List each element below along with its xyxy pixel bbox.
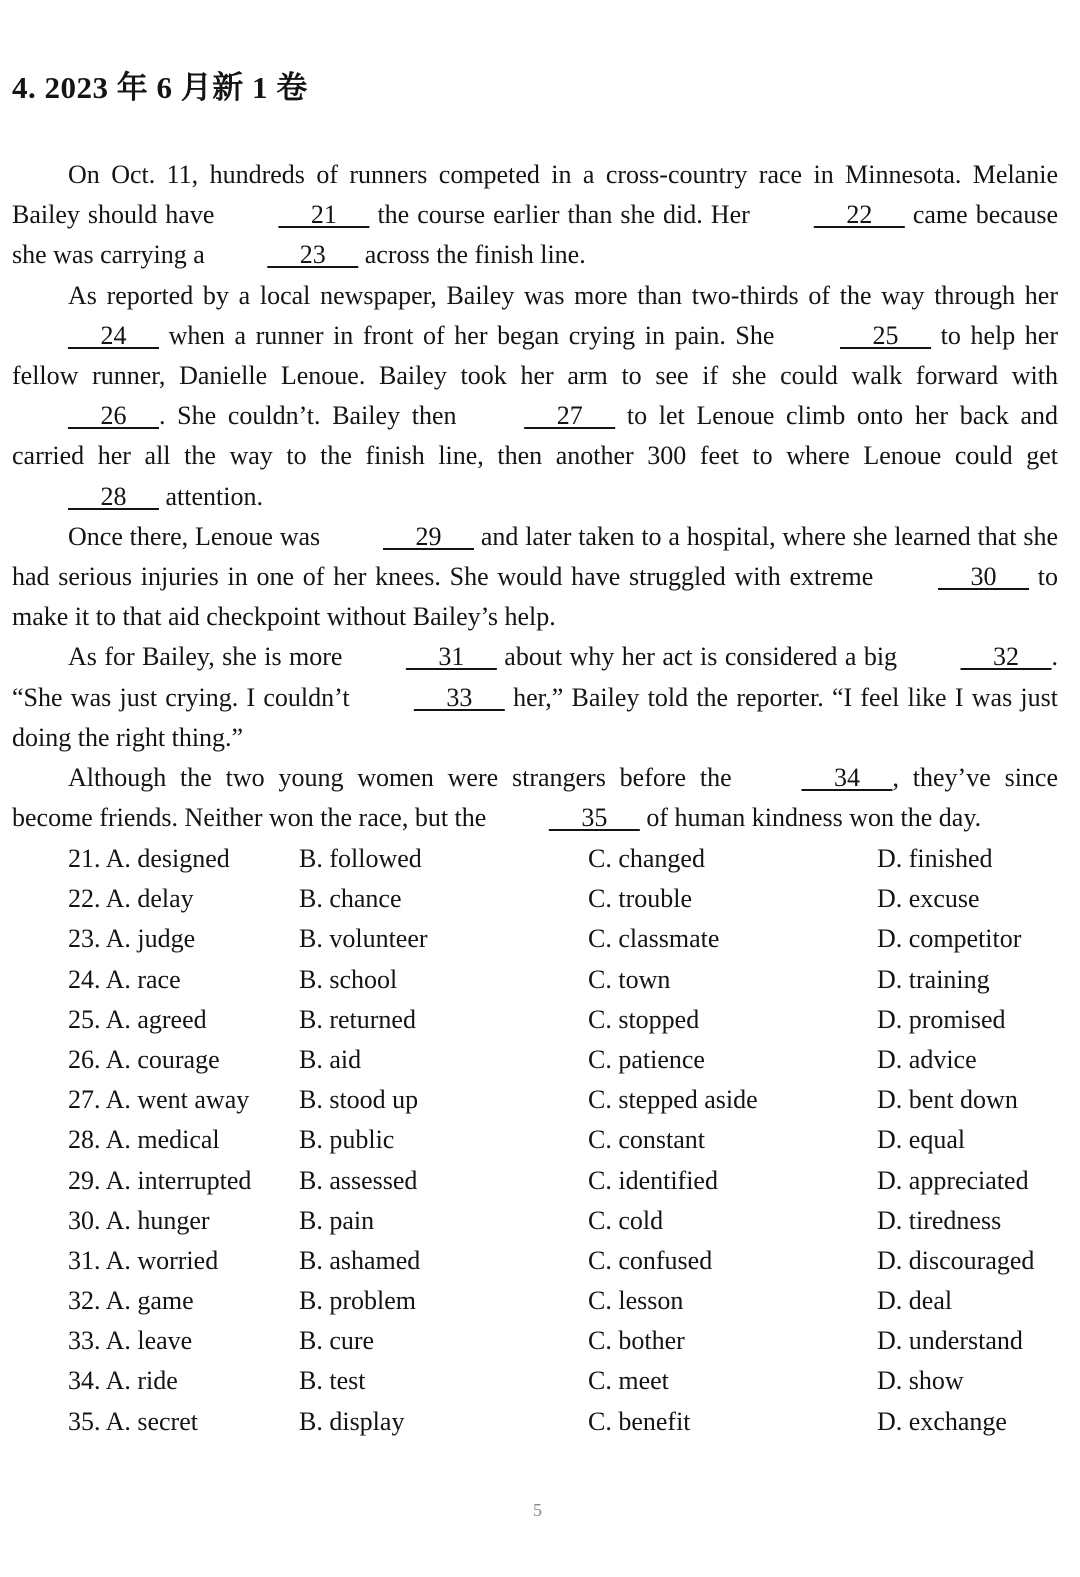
blank-26: 26 — [68, 401, 159, 431]
blank-32: 32 — [960, 642, 1052, 672]
option-b: B. aid — [299, 1044, 362, 1074]
option-d: D. competitor — [877, 924, 1022, 954]
option-b: B. assessed — [299, 1165, 418, 1195]
passage-text: about why her act is considered a big — [496, 642, 905, 672]
blank-30: 30 — [938, 562, 1030, 592]
passage-text: and later taken to a hospital, where she learned that she had serious injuries in one of her knees. She would have struggled with extreme — [12, 521, 1058, 592]
option-row — [68, 879, 1068, 919]
section-heading: 4. 2023 年 6 月新 1 卷 — [12, 70, 308, 105]
cloze-passage — [12, 155, 1058, 838]
option-b: B. volunteer — [299, 924, 428, 954]
answer-options — [68, 839, 1068, 1442]
option-row — [68, 919, 1068, 959]
blank-25: 25 — [840, 320, 932, 350]
option-b: B. test — [299, 1366, 366, 1396]
blank-33: 33 — [413, 682, 505, 712]
passage-paragraph — [12, 276, 1058, 517]
passage-text: to help her fellow runner, Danielle Lenoue. Bailey took her arm to see if she could walk forward with — [12, 320, 1058, 391]
passage-text: to let Lenoue climb onto her back and carried her all the way to the finish line, then another 300 feet to where Lenoue could get — [12, 401, 1058, 471]
option-c: C. meet — [588, 1366, 669, 1396]
passage-text: Once there, Lenoue was — [68, 521, 328, 551]
option-row — [68, 1281, 1068, 1321]
option-c: C. lesson — [588, 1286, 684, 1316]
option-c: C. stopped — [588, 1004, 700, 1034]
option-c: C. stepped aside — [588, 1085, 758, 1115]
option-d: D. exchange — [877, 1406, 1007, 1436]
option-d: D. understand — [877, 1326, 1023, 1356]
option-b: B. cure — [299, 1326, 375, 1356]
option-a: 29. A. interrupted — [68, 1165, 252, 1195]
passage-text: of human kindness won the day. — [639, 803, 982, 833]
option-a: 21. A. designed — [68, 844, 230, 873]
option-d: D. appreciated — [877, 1165, 1029, 1195]
passage-text: Although the two young women were strangers before the — [68, 763, 746, 793]
option-a: 33. A. leave — [68, 1326, 193, 1356]
passage-text: when a runner in front of her began crying in pain. She — [159, 320, 785, 350]
option-a: 34. A. ride — [68, 1366, 178, 1396]
option-d: D. show — [877, 1366, 964, 1396]
option-c: C. trouble — [588, 884, 692, 914]
passage-text: On Oct. 11, hundreds of runners competed in a cross-country race in Minnesota. Melanie Bailey should have — [12, 160, 1058, 230]
page-number: 5 — [533, 1500, 542, 1520]
passage-paragraph — [12, 758, 1058, 838]
option-b: B. chance — [299, 884, 402, 914]
option-c: C. benefit — [588, 1406, 691, 1436]
option-row — [68, 1161, 1068, 1201]
option-row — [68, 1080, 1068, 1120]
option-a: 28. A. medical — [68, 1125, 220, 1155]
option-a: 23. A. judge — [68, 924, 196, 954]
option-c: C. identified — [588, 1165, 718, 1195]
passage-paragraph — [12, 637, 1058, 758]
option-c: C. cold — [588, 1205, 664, 1235]
passage-text: came because she was carrying a — [12, 200, 1059, 270]
option-c: C. constant — [588, 1125, 705, 1155]
option-d: D. discouraged — [877, 1245, 1035, 1275]
option-b: B. returned — [299, 1004, 416, 1034]
passage-text: attention. — [159, 481, 263, 511]
option-b: B. stood up — [299, 1085, 419, 1115]
option-b: B. problem — [299, 1286, 416, 1316]
option-row — [68, 1201, 1068, 1241]
option-b: B. public — [299, 1125, 395, 1155]
option-b: B. ashamed — [299, 1245, 421, 1275]
passage-text: to make it to that aid checkpoint without Bailey’s help. — [12, 562, 1059, 632]
option-row — [68, 1120, 1068, 1160]
option-a: 26. A. courage — [68, 1044, 220, 1074]
option-row — [68, 1402, 1068, 1442]
option-b: B. followed — [299, 844, 422, 873]
blank-21: 21 — [278, 200, 370, 230]
option-row — [68, 960, 1068, 1000]
option-a: 24. A. race — [68, 964, 181, 994]
option-d: D. advice — [877, 1044, 977, 1074]
passage-text: , they’ve since become friends. Neither won the race, but the — [12, 763, 1058, 833]
blank-27: 27 — [524, 401, 616, 431]
option-b: B. display — [299, 1406, 405, 1436]
option-b: B. school — [299, 964, 398, 994]
option-d: D. deal — [877, 1286, 953, 1316]
blank-35: 35 — [548, 803, 640, 833]
option-row — [68, 1241, 1068, 1281]
option-c: C. classmate — [588, 924, 720, 954]
blank-23: 23 — [267, 240, 359, 270]
option-d: D. training — [877, 964, 990, 994]
passage-paragraph — [12, 155, 1058, 276]
passage-text: . She couldn’t. Bailey then — [159, 401, 469, 431]
passage-text: across the finish line. — [358, 240, 586, 270]
blank-29: 29 — [383, 521, 475, 551]
option-b: B. pain — [299, 1205, 375, 1235]
option-d: D. excuse — [877, 884, 980, 914]
option-a: 35. A. secret — [68, 1406, 198, 1436]
option-a: 25. A. agreed — [68, 1004, 207, 1034]
option-row — [68, 1321, 1068, 1361]
blank-34: 34 — [801, 763, 893, 793]
blank-24: 24 — [68, 320, 159, 350]
option-row — [68, 1361, 1068, 1401]
option-a: 32. A. game — [68, 1286, 194, 1316]
option-d: D. equal — [877, 1125, 966, 1155]
option-c: C. bother — [588, 1326, 685, 1356]
option-d: D. promised — [877, 1004, 1006, 1034]
option-a: 30. A. hunger — [68, 1205, 210, 1235]
passage-paragraph — [12, 517, 1058, 638]
option-a: 22. A. delay — [68, 884, 194, 914]
option-c: C. patience — [588, 1044, 705, 1074]
passage-text: As for Bailey, she is more — [68, 642, 350, 672]
passage-text: . “She was just crying. I couldn’t — [12, 642, 1058, 712]
option-row — [68, 1000, 1068, 1040]
option-a: 27. A. went away — [68, 1085, 250, 1115]
blank-31: 31 — [405, 642, 497, 672]
blank-22: 22 — [813, 200, 905, 230]
option-c: C. confused — [588, 1245, 713, 1275]
option-c: C. town — [588, 964, 671, 994]
option-d: D. bent down — [877, 1085, 1018, 1115]
option-a: 31. A. worried — [68, 1245, 219, 1275]
passage-text: As reported by a local newspaper, Bailey was more than two-thirds of the way through her — [68, 280, 1058, 310]
option-d: D. tiredness — [877, 1205, 1002, 1235]
passage-text: the course earlier than she did. Her — [369, 200, 758, 230]
option-c: C. changed — [588, 844, 705, 873]
blank-28: 28 — [68, 481, 159, 511]
option-row — [68, 1040, 1068, 1080]
option-row — [68, 839, 1068, 879]
option-d: D. finished — [877, 844, 993, 873]
passage-text: her,” Bailey told the reporter. “I feel like I was just doing the right thing.” — [12, 682, 1058, 752]
